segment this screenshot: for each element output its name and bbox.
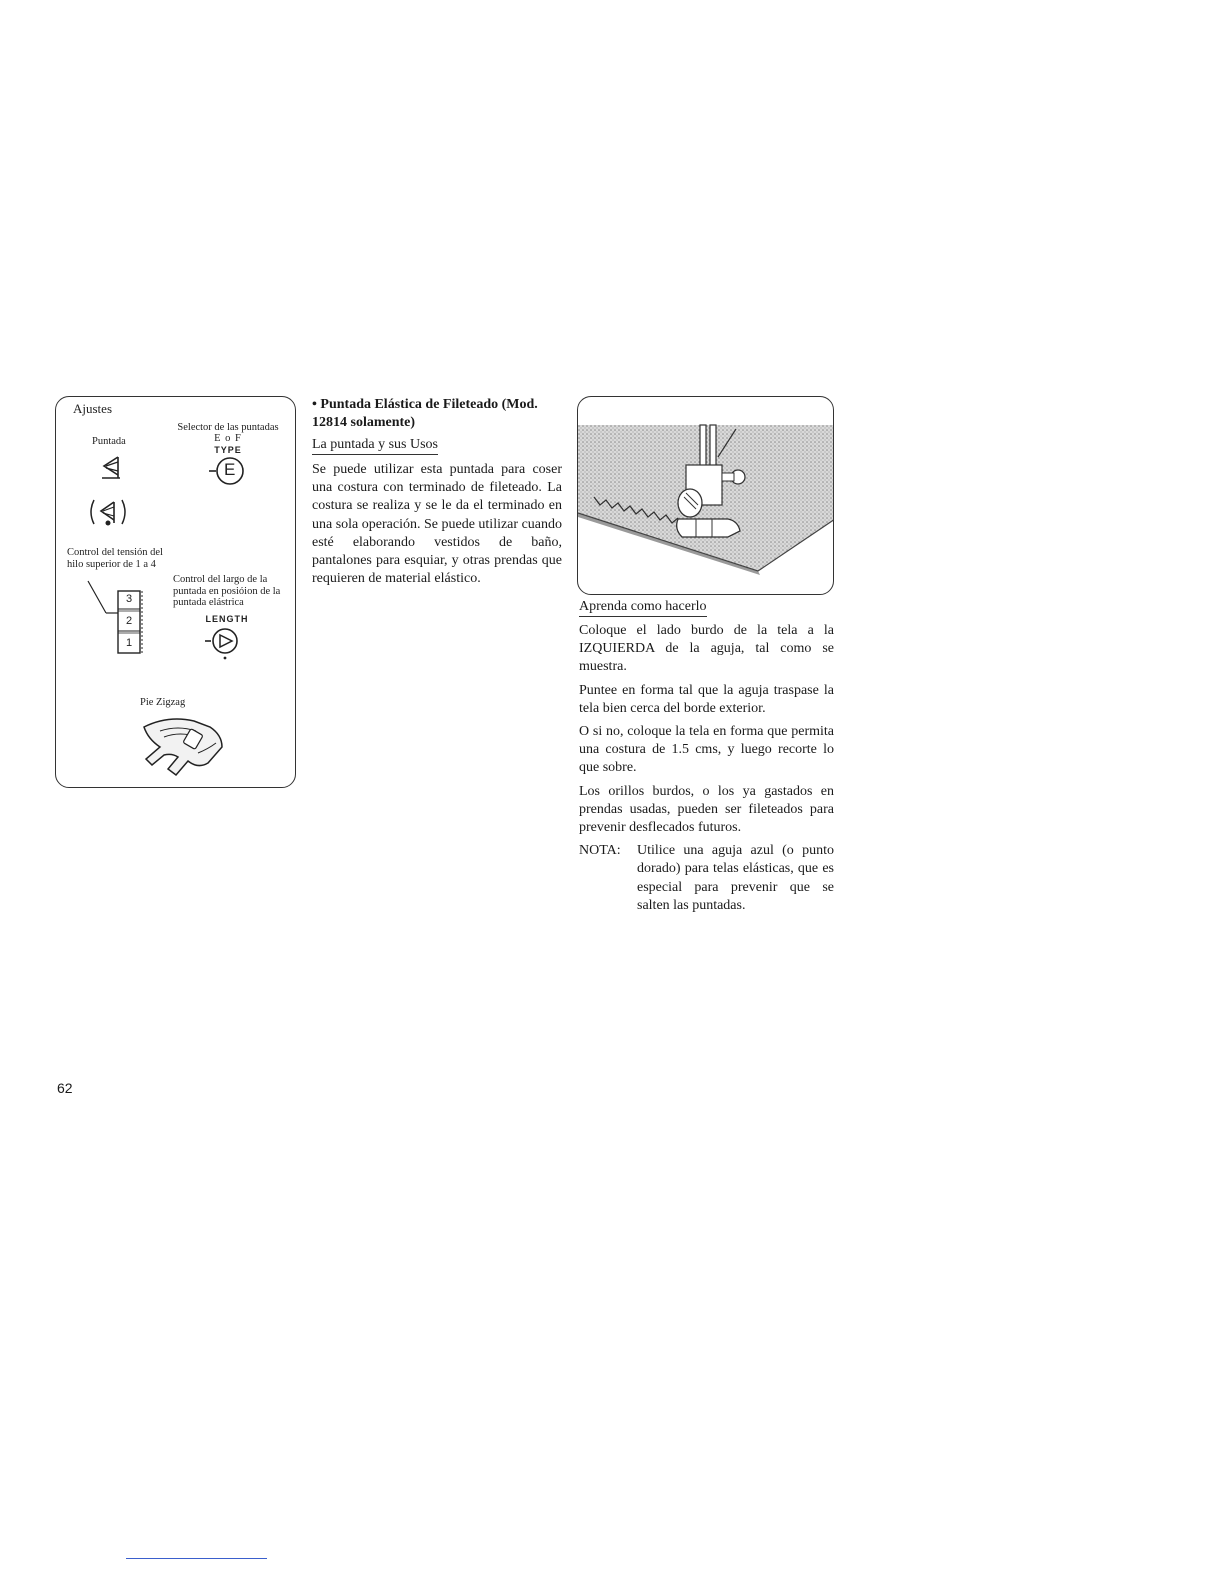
tension-label: Control del tensión del hilo superior de 1 a 4 xyxy=(67,547,163,570)
tension-value-1: 1 xyxy=(125,637,133,649)
note-label: NOTA: xyxy=(579,843,621,859)
stitch-selector-label: Selector de las puntadas xyxy=(177,422,279,433)
type-label: TYPE xyxy=(214,445,242,455)
instruction-paragraph: Coloque el lado burdo de la tela a la IZQUIERDA de la aguja, tal como se muestra. xyxy=(579,623,834,675)
tension-value-2: 2 xyxy=(125,615,133,627)
alternate-stitch-icon xyxy=(86,497,130,527)
length-control-label: Control del largo de la puntada en posióion de la puntada elástrica xyxy=(173,574,281,608)
length-label: LENGTH xyxy=(205,614,249,624)
note-text: Utilice una aguja azul (o punto dorado) para telas elásticas, que es especial para prevenir que se salten las puntadas. xyxy=(637,843,834,913)
how-to-subheading: Aprenda como hacerlo xyxy=(579,599,707,617)
stitch-selector-options: E o F xyxy=(214,433,242,444)
instruction-paragraph: Puntee en forma tal que la aguja traspase la tela bien cerca del borde exterior. xyxy=(579,682,834,716)
settings-panel xyxy=(55,396,296,788)
sewing-illustration xyxy=(577,396,834,595)
stitch-label: Puntada xyxy=(92,436,126,447)
zigzag-foot-icon xyxy=(138,713,228,779)
length-dial-icon xyxy=(204,627,244,661)
type-dial-value: E xyxy=(224,460,236,479)
settings-title: Ajustes xyxy=(73,401,112,416)
overedge-stitch-icon xyxy=(98,454,124,480)
zigzag-foot-label: Pie Zigzag xyxy=(140,697,186,708)
page-number: 62 xyxy=(57,1080,73,1096)
how-to-body xyxy=(579,622,834,915)
sewing-foot-fabric-illustration xyxy=(578,397,834,595)
instruction-paragraph: Los orillos burdos, o los ya gastados en prendas usadas, pueden ser fileteados para prevenir desflecados futuros. xyxy=(579,783,834,836)
uses-body-text: Se puede utilizar esta puntada para coser una costura con terminado de fileteado. La costura se realiza y se le da el terminado en una sola operación. Se puede utilizar cuando esté elaborando vestidos de baño, pantalones para esquiar, y otras prendas que requieren de material elástico. xyxy=(312,462,562,587)
uses-subheading: La puntada y sus Usos xyxy=(312,437,438,455)
tension-value-3: 3 xyxy=(125,593,133,605)
footer-rule xyxy=(126,1558,267,1559)
section-heading: • Puntada Elástica de Fileteado (Mod. 12814 solamente) xyxy=(312,397,538,430)
note-block xyxy=(579,842,834,915)
instruction-paragraph: O si no, coloque la tela en forma que permita una costura de 1.5 cms, y luego recorte lo que sobre. xyxy=(579,724,834,776)
